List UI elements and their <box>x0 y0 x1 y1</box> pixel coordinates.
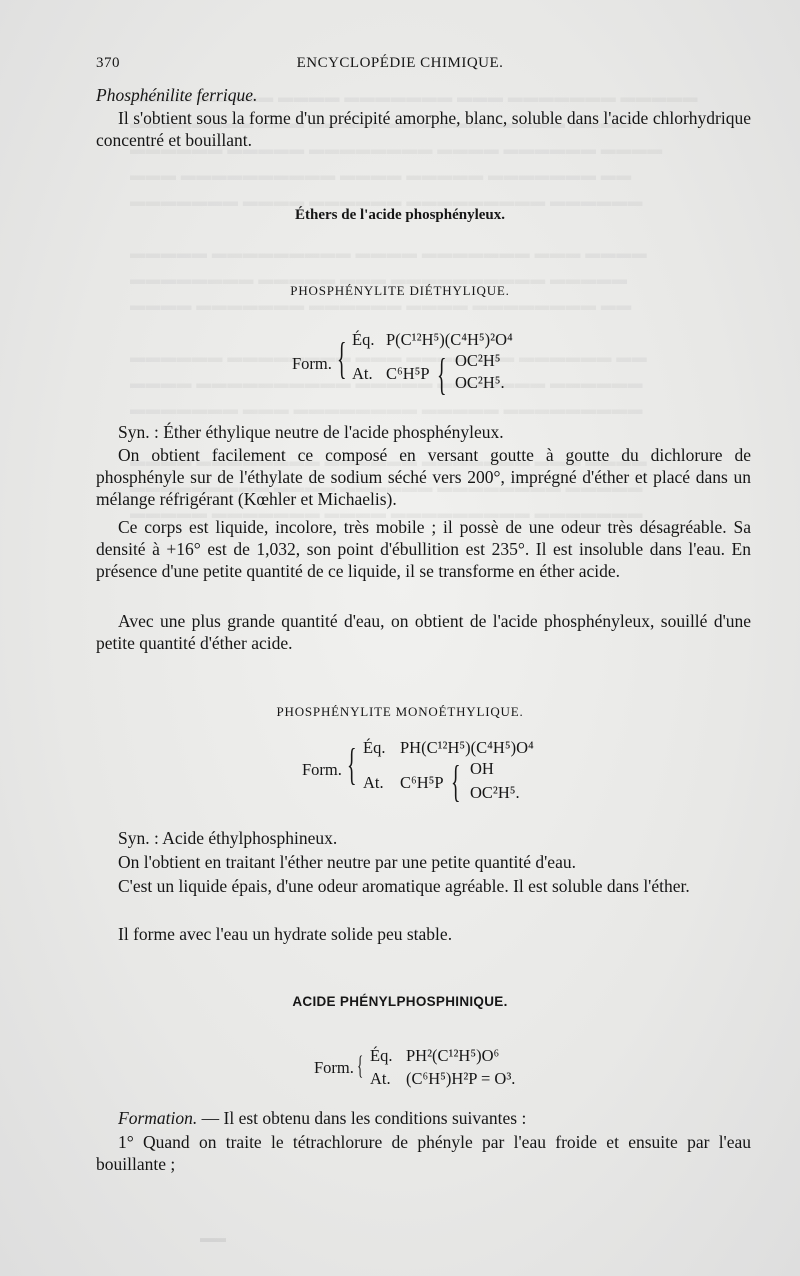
brace-glyph: { <box>437 350 447 399</box>
phosphinique-title: ACIDE PHÉNYLPHOSPHINIQUE. <box>292 994 508 1009</box>
form-label: Form. <box>314 1058 354 1077</box>
diethyl-p3: Avec une plus grande quantité d'eau, on obtient de l'acide phosphényleux, souillé d'une petite quantité d'éther acide. <box>96 611 751 653</box>
monoethyl-p2: C'est un liquide épais, d'une odeur aromatique agréable. Il est soluble dans l'éther. <box>118 876 690 896</box>
diethyl-title: PHOSPHÉNYLITE DIÉTHYLIQUE. <box>290 283 510 298</box>
eq-formula: PH(C¹²H⁵)(C⁴H⁵)O⁴ <box>400 738 534 757</box>
eq-label: Éq. <box>352 330 375 349</box>
brace-glyph: { <box>357 1051 364 1080</box>
brace-glyph: { <box>337 334 347 383</box>
eq-formula: PH²(C¹²H⁵)O⁶ <box>406 1046 500 1065</box>
running-title: ENCYCLOPÉDIE CHIMIQUE. <box>296 55 504 71</box>
at-formula: (C⁶H⁵)H²P = O³. <box>406 1069 516 1088</box>
formation-item-1: 1° Quand on traite le tétrachlorure de phényle par l'eau froide et ensuite par l'eau bouillante ; <box>96 1132 751 1174</box>
eq-label: Éq. <box>363 738 386 757</box>
at-label: At. <box>352 364 373 383</box>
formation-paragraph <box>96 1107 751 1129</box>
formation-text: — Il est obtenu dans les conditions suivantes : <box>197 1108 527 1128</box>
at-formula: C⁶H⁵P <box>386 364 430 383</box>
formation-label: Formation. <box>118 1108 198 1128</box>
form-label: Form. <box>302 760 342 779</box>
form-label: Form. <box>292 354 332 373</box>
section-title: Éthers de l'acide phosphényleux. <box>294 207 506 223</box>
bleed-through-mark: ▬▬ <box>200 1230 226 1245</box>
eq-formula: P(C¹²H⁵)(C⁴H⁵)²O⁴ <box>386 330 513 349</box>
brace-glyph: { <box>451 757 461 806</box>
diethyl-p1: On obtient facilement ce composé en versant goutte à goutte du dichlorure de phosphényle sur de l'éthylate de sodium séché vers 200°, imprégné d'éther et placé dans un mélange réfrigérant (Kœhler et Michaelis). <box>96 445 751 509</box>
diethyl-syn: Syn. : Éther éthylique neutre de l'acide phosphényleux. <box>118 422 504 442</box>
eq-label: Éq. <box>370 1046 393 1065</box>
at-formula: C⁶H⁵P <box>400 773 444 792</box>
diethyl-p2: Ce corps est liquide, incolore, très mobile ; il possè de une odeur très désagréable. Sa densité à +16° est de 1,032, son point d'ébullition est 235°. Il est insoluble dans l'eau. En présence d'une petite quantité de ce liquide, il se transforme en éther acide. <box>96 517 751 581</box>
intro-heading: Phosphénilite ferrique. <box>96 85 258 105</box>
page-number: 370 <box>96 55 120 71</box>
monoethyl-p1: On l'obtient en traitant l'éther neutre par une petite quantité d'eau. <box>118 852 576 872</box>
at-sub-2: OC²H⁵. <box>455 373 505 392</box>
at-sub-1: OH <box>470 759 494 778</box>
brace-glyph: { <box>347 740 357 789</box>
intro-text: Il s'obtient sous la forme d'un précipité amorphe, blanc, soluble dans l'acide chlorhydrique concentré et bouillant. <box>96 108 751 150</box>
monoethyl-title: PHOSPHÉNYLITE MONOÉTHYLIQUE. <box>276 704 524 719</box>
at-sub-2: OC²H⁵. <box>470 783 520 802</box>
at-sub-1: OC²H⁵ <box>455 351 501 370</box>
monoethyl-syn: Syn. : Acide éthylphosphineux. <box>118 828 338 848</box>
monoethyl-p3: Il forme avec l'eau un hydrate solide peu stable. <box>118 924 453 944</box>
at-label: At. <box>363 773 384 792</box>
at-label: At. <box>370 1069 391 1088</box>
